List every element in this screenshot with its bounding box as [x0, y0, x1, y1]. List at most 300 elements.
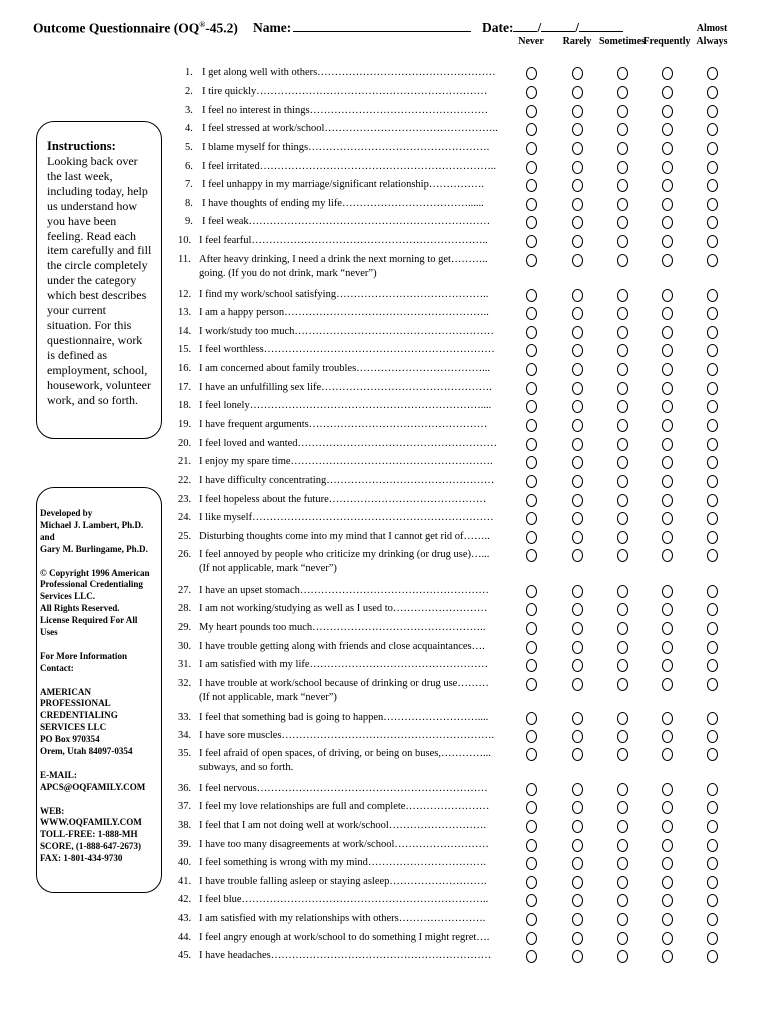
response-circle-always[interactable] — [707, 475, 718, 488]
response-circle-rarely[interactable] — [572, 932, 583, 945]
response-circle-always[interactable] — [707, 438, 718, 451]
question-text: I like myself…………………………………………………………… — [199, 512, 494, 523]
question-item — [178, 215, 518, 229]
response-circle-frequently[interactable] — [662, 549, 673, 562]
question-item — [178, 511, 518, 525]
response-circle-never[interactable] — [526, 307, 537, 320]
response-circle-never[interactable] — [526, 659, 537, 672]
response-circle-frequently[interactable] — [662, 659, 673, 672]
question-text: I have too many disagreements at work/school……………………… — [199, 839, 489, 850]
response-circle-rarely[interactable] — [572, 839, 583, 852]
response-circle-never[interactable] — [526, 216, 537, 229]
response-circle-rarely[interactable] — [572, 712, 583, 725]
response-circle-sometimes[interactable] — [617, 641, 628, 654]
question-number: 17. — [178, 382, 192, 393]
question-item — [178, 677, 518, 705]
response-circle-sometimes[interactable] — [617, 622, 628, 635]
response-circle-sometimes[interactable] — [617, 86, 628, 99]
response-circle-sometimes[interactable] — [617, 857, 628, 870]
response-circle-frequently[interactable] — [662, 400, 673, 413]
response-circle-frequently[interactable] — [662, 801, 673, 814]
response-circle-frequently[interactable] — [662, 820, 673, 833]
question-number: 37. — [178, 801, 192, 812]
response-circle-frequently[interactable] — [662, 326, 673, 339]
response-circle-rarely[interactable] — [572, 549, 583, 562]
response-circle-sometimes[interactable] — [617, 820, 628, 833]
instructions-line: Looking back over — [47, 154, 138, 168]
response-circle-rarely[interactable] — [572, 400, 583, 413]
question-item — [178, 747, 518, 775]
response-circle-frequently[interactable] — [662, 456, 673, 469]
response-circle-sometimes[interactable] — [617, 894, 628, 907]
response-circle-never[interactable] — [526, 344, 537, 357]
response-circle-sometimes[interactable] — [617, 475, 628, 488]
credits-line: APCS@OQFAMILY.COM — [40, 781, 146, 792]
response-circle-sometimes[interactable] — [617, 932, 628, 945]
response-circle-sometimes[interactable] — [617, 783, 628, 796]
response-circle-never[interactable] — [526, 678, 537, 691]
response-circle-never[interactable] — [526, 839, 537, 852]
response-circle-frequently[interactable] — [662, 622, 673, 635]
response-circle-never[interactable] — [526, 86, 537, 99]
response-circle-always[interactable] — [707, 235, 718, 248]
response-circle-frequently[interactable] — [662, 876, 673, 889]
response-circle-frequently[interactable] — [662, 678, 673, 691]
response-circle-frequently[interactable] — [662, 289, 673, 302]
response-circle-sometimes[interactable] — [617, 123, 628, 136]
response-circle-sometimes[interactable] — [617, 161, 628, 174]
response-circle-never[interactable] — [526, 512, 537, 525]
name-field[interactable] — [253, 20, 471, 36]
response-circle-frequently[interactable] — [662, 712, 673, 725]
response-circle-never[interactable] — [526, 419, 537, 432]
response-circle-always[interactable] — [707, 876, 718, 889]
scale-column-header — [675, 22, 749, 48]
response-circle-always[interactable] — [707, 400, 718, 413]
instructions-line: feeling. Read each — [47, 228, 136, 243]
question-number: 25. — [178, 531, 192, 542]
response-circle-never[interactable] — [526, 235, 537, 248]
response-circle-sometimes[interactable] — [617, 400, 628, 413]
response-circle-rarely[interactable] — [572, 494, 583, 507]
question-number: 32. — [178, 678, 192, 689]
question-text: I feel worthless………………………………………………………… — [199, 344, 495, 355]
response-circle-always[interactable] — [707, 456, 718, 469]
response-circle-never[interactable] — [526, 641, 537, 654]
question-item — [178, 362, 518, 376]
question-number: 42. — [178, 894, 192, 905]
response-circle-sometimes[interactable] — [617, 585, 628, 598]
response-circle-never[interactable] — [526, 783, 537, 796]
response-circle-never[interactable] — [526, 820, 537, 833]
response-circle-rarely[interactable] — [572, 659, 583, 672]
question-number: 39. — [178, 839, 192, 850]
response-circle-never[interactable] — [526, 438, 537, 451]
response-circle-never[interactable] — [526, 254, 537, 267]
response-circle-always[interactable] — [707, 326, 718, 339]
response-circle-sometimes[interactable] — [617, 179, 628, 192]
response-circle-frequently[interactable] — [662, 86, 673, 99]
response-circle-rarely[interactable] — [572, 820, 583, 833]
response-circle-never[interactable] — [526, 475, 537, 488]
instructions-line: questionnaire, work — [47, 332, 143, 347]
response-circle-rarely[interactable] — [572, 748, 583, 761]
name-blank[interactable] — [293, 20, 471, 32]
response-circle-rarely[interactable] — [572, 512, 583, 525]
question-text-continued: going. (If you do not drink, mark “never”) — [199, 268, 377, 279]
response-circle-rarely[interactable] — [572, 363, 583, 376]
response-circle-rarely[interactable] — [572, 307, 583, 320]
response-circle-never[interactable] — [526, 494, 537, 507]
response-circle-never[interactable] — [526, 913, 537, 926]
credits-line: © Copyright 1996 American — [40, 567, 150, 578]
response-circle-never[interactable] — [526, 531, 537, 544]
question-item — [178, 931, 518, 945]
response-circle-frequently[interactable] — [662, 894, 673, 907]
question-text: I tire quickly………………………………………………………… — [202, 86, 488, 97]
response-circle-frequently[interactable] — [662, 585, 673, 598]
response-circle-rarely[interactable] — [572, 876, 583, 889]
response-circle-never[interactable] — [526, 289, 537, 302]
question-item — [178, 288, 518, 302]
response-circle-frequently[interactable] — [662, 494, 673, 507]
response-circle-rarely[interactable] — [572, 801, 583, 814]
response-circle-never[interactable] — [526, 161, 537, 174]
response-circle-sometimes[interactable] — [617, 289, 628, 302]
instructions-line: under the category — [47, 273, 137, 288]
question-text: I work/study too much………………………………………………… — [199, 326, 494, 337]
response-circle-always[interactable] — [707, 531, 718, 544]
question-text: I feel irritated………………………………………………………….. — [202, 161, 496, 172]
response-circle-always[interactable] — [707, 419, 718, 432]
question-number: 29. — [178, 622, 192, 633]
question-text: I feel hopeless about the future……………………………………… — [199, 494, 487, 505]
response-circle-always[interactable] — [707, 932, 718, 945]
response-circle-always[interactable] — [707, 622, 718, 635]
credits-line: CREDENTIALING — [40, 710, 118, 721]
question-item — [178, 640, 518, 654]
question-item — [178, 178, 518, 192]
response-circle-always[interactable] — [707, 198, 718, 211]
response-circle-frequently[interactable] — [662, 641, 673, 654]
response-circle-rarely[interactable] — [572, 475, 583, 488]
question-item — [178, 455, 518, 469]
response-circle-frequently[interactable] — [662, 142, 673, 155]
response-circle-always[interactable] — [707, 712, 718, 725]
response-circle-always[interactable] — [707, 86, 718, 99]
response-circle-rarely[interactable] — [572, 216, 583, 229]
response-circle-sometimes[interactable] — [617, 950, 628, 963]
response-circle-rarely[interactable] — [572, 783, 583, 796]
response-circle-sometimes[interactable] — [617, 531, 628, 544]
instructions-line: you have been — [47, 213, 117, 228]
question-number: 12. — [178, 289, 192, 300]
response-circle-sometimes[interactable] — [617, 254, 628, 267]
response-circle-rarely[interactable] — [572, 326, 583, 339]
response-circle-sometimes[interactable] — [617, 712, 628, 725]
response-circle-frequently[interactable] — [662, 419, 673, 432]
response-circle-frequently[interactable] — [662, 198, 673, 211]
response-circle-sometimes[interactable] — [617, 456, 628, 469]
scale-column-header-line1: Almost — [696, 23, 728, 34]
question-text: I am satisfied with my life…………………………………………… — [199, 659, 489, 670]
response-circle-always[interactable] — [707, 123, 718, 136]
response-circle-frequently[interactable] — [662, 105, 673, 118]
response-circle-never[interactable] — [526, 456, 537, 469]
response-circle-rarely[interactable] — [572, 622, 583, 635]
question-number: 30. — [178, 641, 192, 652]
response-circle-always[interactable] — [707, 801, 718, 814]
response-circle-always[interactable] — [707, 254, 718, 267]
response-circle-sometimes[interactable] — [617, 344, 628, 357]
response-circle-sometimes[interactable] — [617, 326, 628, 339]
response-circle-never[interactable] — [526, 712, 537, 725]
response-circle-always[interactable] — [707, 603, 718, 616]
response-circle-sometimes[interactable] — [617, 748, 628, 761]
question-item — [178, 418, 518, 432]
question-text-continued: (If not applicable, mark “never”) — [199, 692, 337, 703]
response-circle-sometimes[interactable] — [617, 382, 628, 395]
response-circle-never[interactable] — [526, 198, 537, 211]
response-circle-never[interactable] — [526, 142, 537, 155]
response-circle-frequently[interactable] — [662, 932, 673, 945]
response-circle-frequently[interactable] — [662, 67, 673, 80]
credits-box — [36, 487, 162, 893]
response-circle-frequently[interactable] — [662, 216, 673, 229]
response-circle-sometimes[interactable] — [617, 105, 628, 118]
question-number: 2. — [185, 86, 193, 97]
response-circle-rarely[interactable] — [572, 585, 583, 598]
response-circle-never[interactable] — [526, 67, 537, 80]
response-circle-frequently[interactable] — [662, 344, 673, 357]
response-circle-sometimes[interactable] — [617, 419, 628, 432]
response-circle-frequently[interactable] — [662, 512, 673, 525]
credits-line: SERVICES LLC — [40, 722, 107, 733]
response-circle-sometimes[interactable] — [617, 603, 628, 616]
response-circle-rarely[interactable] — [572, 950, 583, 963]
response-circle-rarely[interactable] — [572, 344, 583, 357]
response-circle-rarely[interactable] — [572, 678, 583, 691]
response-circle-rarely[interactable] — [572, 142, 583, 155]
response-circle-never[interactable] — [526, 932, 537, 945]
response-circle-always[interactable] — [707, 179, 718, 192]
response-circle-rarely[interactable] — [572, 730, 583, 743]
response-circle-sometimes[interactable] — [617, 216, 628, 229]
response-circle-never[interactable] — [526, 400, 537, 413]
response-circle-rarely[interactable] — [572, 289, 583, 302]
question-number: 23. — [178, 494, 192, 505]
scale-column-label: Sometimes — [598, 36, 646, 47]
response-circle-always[interactable] — [707, 344, 718, 357]
question-item — [178, 343, 518, 357]
response-circle-never[interactable] — [526, 950, 537, 963]
response-circle-rarely[interactable] — [572, 86, 583, 99]
credits-line: and — [40, 531, 55, 542]
response-circle-sometimes[interactable] — [617, 307, 628, 320]
response-circle-rarely[interactable] — [572, 235, 583, 248]
credits-line: Services LLC. — [40, 591, 96, 602]
response-circle-always[interactable] — [707, 913, 718, 926]
response-circle-rarely[interactable] — [572, 603, 583, 616]
response-circle-sometimes[interactable] — [617, 876, 628, 889]
response-circle-sometimes[interactable] — [617, 235, 628, 248]
question-number: 13. — [178, 307, 192, 318]
response-circle-rarely[interactable] — [572, 105, 583, 118]
response-circle-never[interactable] — [526, 326, 537, 339]
response-circle-frequently[interactable] — [662, 179, 673, 192]
response-circle-frequently[interactable] — [662, 748, 673, 761]
response-circle-rarely[interactable] — [572, 179, 583, 192]
response-circle-always[interactable] — [707, 730, 718, 743]
response-circle-rarely[interactable] — [572, 67, 583, 80]
response-circle-frequently[interactable] — [662, 382, 673, 395]
question-text: After heavy drinking, I need a drink the next morning to get……….. — [199, 254, 488, 265]
response-circle-never[interactable] — [526, 585, 537, 598]
response-circle-always[interactable] — [707, 307, 718, 320]
response-circle-always[interactable] — [707, 382, 718, 395]
question-item — [178, 548, 518, 576]
response-circle-never[interactable] — [526, 105, 537, 118]
question-item — [178, 474, 518, 488]
response-circle-sometimes[interactable] — [617, 678, 628, 691]
response-circle-rarely[interactable] — [572, 913, 583, 926]
response-circle-always[interactable] — [707, 820, 718, 833]
response-circle-never[interactable] — [526, 748, 537, 761]
response-circle-never[interactable] — [526, 382, 537, 395]
response-circle-sometimes[interactable] — [617, 549, 628, 562]
response-circle-frequently[interactable] — [662, 603, 673, 616]
response-circle-sometimes[interactable] — [617, 839, 628, 852]
question-text: I am a happy person………………………………………………….. — [199, 307, 489, 318]
question-text: I feel blue…………………………………………………………….. — [199, 894, 489, 905]
response-circle-always[interactable] — [707, 585, 718, 598]
question-text: I feel annoyed by people who criticize my drinking (or drug use)…... — [199, 549, 490, 560]
response-circle-always[interactable] — [707, 67, 718, 80]
response-circle-rarely[interactable] — [572, 254, 583, 267]
question-item — [178, 621, 518, 635]
response-circle-frequently[interactable] — [662, 839, 673, 852]
form-title: Outcome Questionnaire (OQ®-45.2) — [33, 20, 238, 36]
response-circle-never[interactable] — [526, 876, 537, 889]
response-circle-always[interactable] — [707, 641, 718, 654]
question-number: 34. — [178, 730, 192, 741]
response-circle-always[interactable] — [707, 549, 718, 562]
response-circle-always[interactable] — [707, 857, 718, 870]
response-circle-rarely[interactable] — [572, 161, 583, 174]
response-circle-rarely[interactable] — [572, 123, 583, 136]
question-text: I feel afraid of open spaces, of driving, or being on buses,…………... — [199, 748, 491, 759]
response-circle-rarely[interactable] — [572, 438, 583, 451]
response-circle-frequently[interactable] — [662, 307, 673, 320]
response-circle-rarely[interactable] — [572, 198, 583, 211]
response-circle-rarely[interactable] — [572, 641, 583, 654]
credits-line: For More Information — [40, 650, 128, 661]
question-item — [178, 493, 518, 507]
response-circle-sometimes[interactable] — [617, 494, 628, 507]
response-circle-always[interactable] — [707, 494, 718, 507]
response-circle-always[interactable] — [707, 161, 718, 174]
response-circle-never[interactable] — [526, 801, 537, 814]
response-circle-frequently[interactable] — [662, 235, 673, 248]
response-circle-always[interactable] — [707, 783, 718, 796]
response-circle-always[interactable] — [707, 216, 718, 229]
response-circle-never[interactable] — [526, 603, 537, 616]
question-item — [178, 381, 518, 395]
response-circle-frequently[interactable] — [662, 783, 673, 796]
response-circle-sometimes[interactable] — [617, 801, 628, 814]
response-circle-always[interactable] — [707, 894, 718, 907]
response-circle-rarely[interactable] — [572, 531, 583, 544]
response-circle-frequently[interactable] — [662, 363, 673, 376]
response-circle-always[interactable] — [707, 105, 718, 118]
response-circle-rarely[interactable] — [572, 857, 583, 870]
question-text-continued: subways, and so forth. — [199, 762, 294, 773]
response-circle-always[interactable] — [707, 678, 718, 691]
credits-line: License Required For All — [40, 615, 138, 626]
response-circle-sometimes[interactable] — [617, 730, 628, 743]
question-item — [178, 800, 518, 814]
response-circle-sometimes[interactable] — [617, 659, 628, 672]
response-circle-never[interactable] — [526, 857, 537, 870]
response-circle-frequently[interactable] — [662, 950, 673, 963]
response-circle-sometimes[interactable] — [617, 198, 628, 211]
response-circle-frequently[interactable] — [662, 531, 673, 544]
question-number: 41. — [178, 876, 192, 887]
response-circle-frequently[interactable] — [662, 123, 673, 136]
response-circle-never[interactable] — [526, 549, 537, 562]
response-circle-never[interactable] — [526, 894, 537, 907]
response-circle-always[interactable] — [707, 142, 718, 155]
response-circle-frequently[interactable] — [662, 475, 673, 488]
response-circle-never[interactable] — [526, 730, 537, 743]
response-circle-always[interactable] — [707, 839, 718, 852]
question-item — [178, 141, 518, 155]
response-circle-sometimes[interactable] — [617, 438, 628, 451]
response-circle-rarely[interactable] — [572, 419, 583, 432]
response-circle-never[interactable] — [526, 123, 537, 136]
response-circle-frequently[interactable] — [662, 254, 673, 267]
response-circle-sometimes[interactable] — [617, 363, 628, 376]
response-circle-sometimes[interactable] — [617, 512, 628, 525]
response-circle-frequently[interactable] — [662, 857, 673, 870]
response-circle-never[interactable] — [526, 363, 537, 376]
response-circle-always[interactable] — [707, 363, 718, 376]
response-circle-always[interactable] — [707, 748, 718, 761]
response-circle-sometimes[interactable] — [617, 142, 628, 155]
response-circle-rarely[interactable] — [572, 456, 583, 469]
response-circle-frequently[interactable] — [662, 730, 673, 743]
response-circle-frequently[interactable] — [662, 913, 673, 926]
question-item — [178, 253, 518, 281]
response-circle-sometimes[interactable] — [617, 67, 628, 80]
response-circle-rarely[interactable] — [572, 894, 583, 907]
question-item — [178, 711, 518, 725]
response-circle-frequently[interactable] — [662, 438, 673, 451]
response-circle-sometimes[interactable] — [617, 913, 628, 926]
response-circle-always[interactable] — [707, 659, 718, 672]
instructions-line: situation. For this — [47, 317, 132, 332]
response-circle-frequently[interactable] — [662, 161, 673, 174]
response-circle-always[interactable] — [707, 289, 718, 302]
response-circle-rarely[interactable] — [572, 382, 583, 395]
response-circle-never[interactable] — [526, 622, 537, 635]
response-circle-always[interactable] — [707, 512, 718, 525]
question-text: I feel fearful………………………………………………………….. — [199, 235, 488, 246]
response-circle-never[interactable] — [526, 179, 537, 192]
response-circle-always[interactable] — [707, 950, 718, 963]
credits-spacer — [40, 675, 161, 687]
instructions-line: the circle completely — [47, 258, 148, 273]
